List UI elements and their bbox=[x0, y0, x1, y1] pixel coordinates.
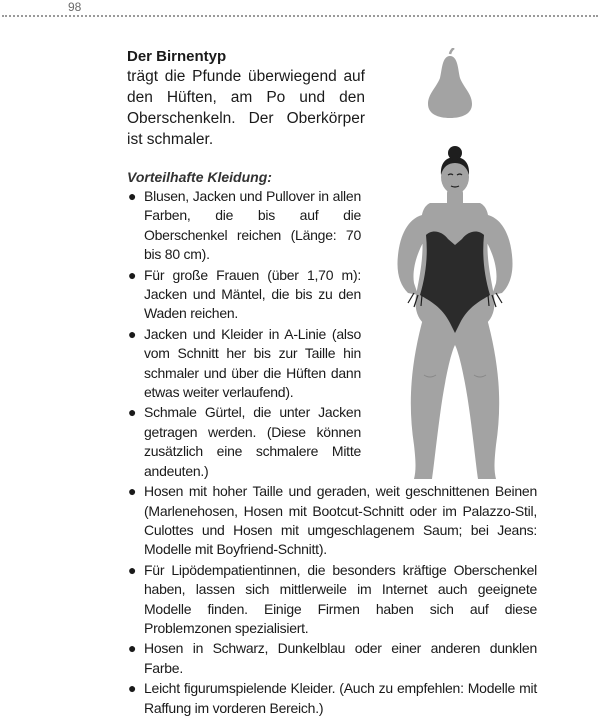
list-item-text: Hosen mit hoher Taille und geraden, weit geschnittenen Beinen (Marlenehosen, Hosen mit Bootcut-Schnitt oder im Palazzo-Stil, Culottes und Hosen mit umgeschlagenem Saum; bei Jeans: Modelle mit Boyfriend-Schnitt). bbox=[144, 483, 537, 558]
list-item bbox=[127, 403, 361, 481]
pear-icon bbox=[420, 48, 480, 118]
bullet-icon: ● bbox=[128, 483, 137, 500]
page-number: 98 bbox=[68, 0, 82, 14]
list-item-text: Leicht figurumspielende Kleider. (Auch zu empfehlen: Modelle mit Raffung im vorderen Bereich.) bbox=[144, 680, 537, 716]
list-item-text: Für Lipödempatientinnen, die besonders kräftige Oberschenkel haben, lassen sich mittlerweile im Internet auch geeignete Modelle finden. Einige Firmen haben sich auf diese Problemzonen spezialisiert. bbox=[144, 561, 537, 636]
list-item bbox=[127, 187, 361, 265]
bullet-icon: ● bbox=[128, 680, 137, 697]
list-item bbox=[127, 679, 537, 718]
list-item bbox=[127, 639, 537, 678]
list-item-text: Für große Frauen (über 1,70 m): Jacken und Mäntel, die bis zu den Waden reichen. bbox=[144, 266, 361, 322]
list-item bbox=[127, 482, 537, 560]
bullet-icon: ● bbox=[128, 640, 137, 657]
list-item-text: Blusen, Jacken und Pullover in allen Farben, die bis auf die Oberschenkel reichen (Länge: 70 bis 80 cm). bbox=[144, 188, 361, 263]
intro-paragraph: trägt die Pfunde überwiegend auf den Hüften, am Po und den Oberschenkeln. Der Oberkörper ist schmaler. bbox=[127, 68, 365, 148]
clothing-subheading: Vorteilhafte Kleidung: bbox=[127, 169, 272, 185]
list-item bbox=[127, 325, 361, 403]
bullet-icon: ● bbox=[128, 325, 137, 342]
list-item-text: Jacken und Kleider in A-Linie (also vom Schnitt her bis zur Taille hin schmaler und über die Hüften dann etwas weiter verlaufend). bbox=[144, 325, 361, 401]
list-item bbox=[127, 266, 361, 324]
bullet-icon: ● bbox=[128, 561, 137, 578]
bullet-icon: ● bbox=[128, 404, 137, 421]
pear-body-figure-illustration bbox=[380, 145, 530, 485]
list-item-text: Schmale Gürtel, die unter Jacken getragen werden. (Diese können zusätzlich eine schmalere Mitte andeuten.) bbox=[144, 404, 361, 479]
header-dotted-rule bbox=[2, 15, 598, 17]
bullet-icon: ● bbox=[128, 188, 137, 204]
list-item bbox=[127, 561, 537, 639]
bullet-icon: ● bbox=[128, 266, 137, 283]
section-title: Der Birnentyp bbox=[127, 48, 227, 65]
list-item-text: Hosen in Schwarz, Dunkelblau oder einer anderen dunklen Farbe. bbox=[144, 640, 537, 676]
